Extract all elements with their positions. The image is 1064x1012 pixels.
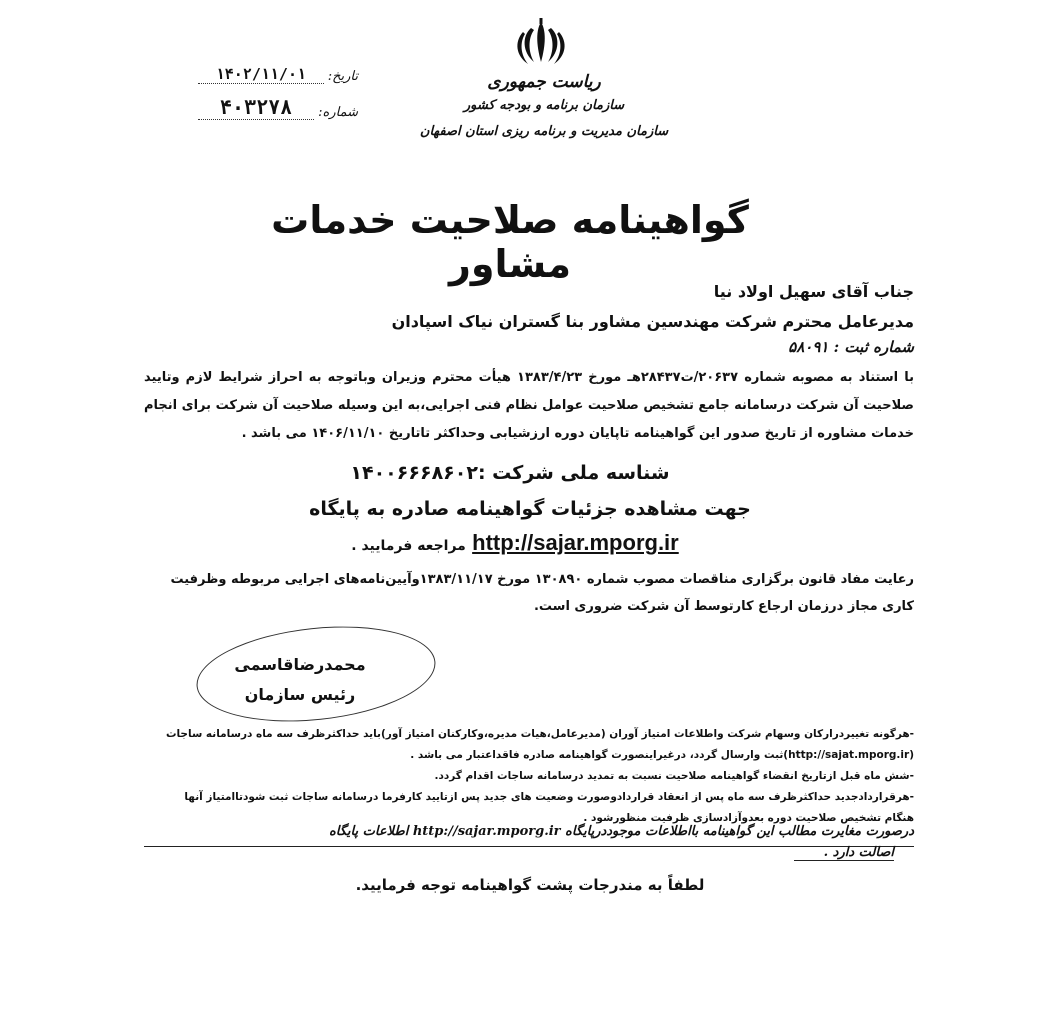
- link-line: [300, 530, 730, 556]
- number-row: [198, 96, 358, 120]
- signer-title: رئیس سازمان: [244, 685, 356, 704]
- number-value: ۴۰۳۲۷۸: [198, 95, 314, 120]
- date-row: [198, 60, 358, 84]
- discrepancy-note: درصورت مغایرت مطالب این گواهینامه بااطلاعات موجوددرپایگاه http://sajar.mporg.ir اطلاعات پایگاه: [144, 820, 914, 847]
- signer-block: [200, 650, 400, 710]
- registration-number: شماره ثبت : ۵۸۰۹۱: [788, 338, 914, 356]
- org-line-presidency: ریاست جمهوری: [487, 72, 601, 92]
- certificate-body: با استناد به مصوبه شماره ۲۰۶۳۷/ت۲۸۴۳۷هـ مورخ ۱۳۸۳/۴/۲۳ هیأت محترم وزیران وباتوجه به احراز شرایط لازم وتایید صلاحیت آن شرکت درسامانه جامع تشخیص صلاحیت عوامل نظام فنی اجرایی،به این وسیله صلاحیت آن شرکت برای انجام خدمات مشاوره از تاریخ صدور این گواهینامه تاپایان دوره ارزشیابی وحداکثر تاتاریخ ۱۴۰۶/۱۱/۱۰ می باشد .: [144, 370, 914, 441]
- link-suffix: مراجعه فرمایید .: [351, 538, 466, 554]
- note-item: -هرگونه تغییردرارکان وسهام شرکت واطلاعات امتیاز آوران (مدیرعامل،هیات مدیره،وکارکنان امتیاز آور)باید حداکثرظرف سه ماه درسامانه ساجات (http://sajat.mporg.ir)ثبت وارسال گردد، درغیراینصورت گواهینامه صادره فاقداعتبار می باشد .: [165, 728, 914, 761]
- certificate-title: گواهینامه صلاحیت خدمات مشاور: [271, 198, 749, 286]
- observance-text: رعایت مفاد قانون برگزاری مناقصات مصوب شماره ۱۳۰۸۹۰ مورخ ۱۳۸۳/۱۱/۱۷وآیین‌نامه‌های اجرایی مربوطه وظرفیت کاری مجاز درزمان ارجاع کارتوسط آن شرکت ضروری است.: [170, 572, 914, 614]
- addressee-position: مدیرعامل محترم شرکت مهندسین مشاور بنا گستران نیاک اسپادان: [391, 312, 914, 331]
- organization-block: [414, 72, 674, 142]
- notes-list: [154, 724, 914, 829]
- date-value: ۱۴۰۲/۱۱/۰۱: [198, 65, 324, 84]
- discrepancy-note-end: اصالت دارد .: [794, 845, 894, 861]
- signer-name: محمدرضاقاسمی: [234, 655, 366, 674]
- footer-note: لطفاً به مندرجات پشت گواهینامه توجه فرمایید.: [355, 876, 705, 894]
- national-id: شناسه ملی شرکت :۱۴۰۰۶۶۶۸۶۰۲: [350, 462, 670, 484]
- org-line-province: سازمان مدیریت و برنامه ریزی استان اصفهان: [419, 124, 669, 139]
- see-details-text: جهت مشاهده جزئیات گواهینامه صادره به پایگاه: [309, 498, 751, 520]
- date-label: تاریخ:: [327, 69, 358, 84]
- org-line-budget: سازمان برنامه و بودجه کشور: [463, 98, 625, 113]
- number-label: شماره:: [318, 105, 358, 120]
- addressee: جناب آقای سهیل اولاد نیا: [713, 282, 914, 301]
- letter-meta: [198, 60, 358, 132]
- note-item: -شش ماه قبل ازتاریخ انقضاء گواهینامه صلاحیت نسبت به تمدید درسامانه ساجات اقدام گردد.: [434, 770, 914, 782]
- note-item: -هرقراردادجدید حداکثرظرف سه ماه پس از انعقاد قراردادوصورت وضعیت های جدید پس ازتایید کارفرما درسامانه ساجات ثبت شودتاامتیاز آنها هنگام تشخیص صلاحیت دوره بعدوآزادسازی ظرفیت منظورشود .: [184, 791, 914, 824]
- iran-emblem-icon: [512, 18, 570, 70]
- sajar-link[interactable]: http://sajar.mporg.ir: [472, 530, 679, 555]
